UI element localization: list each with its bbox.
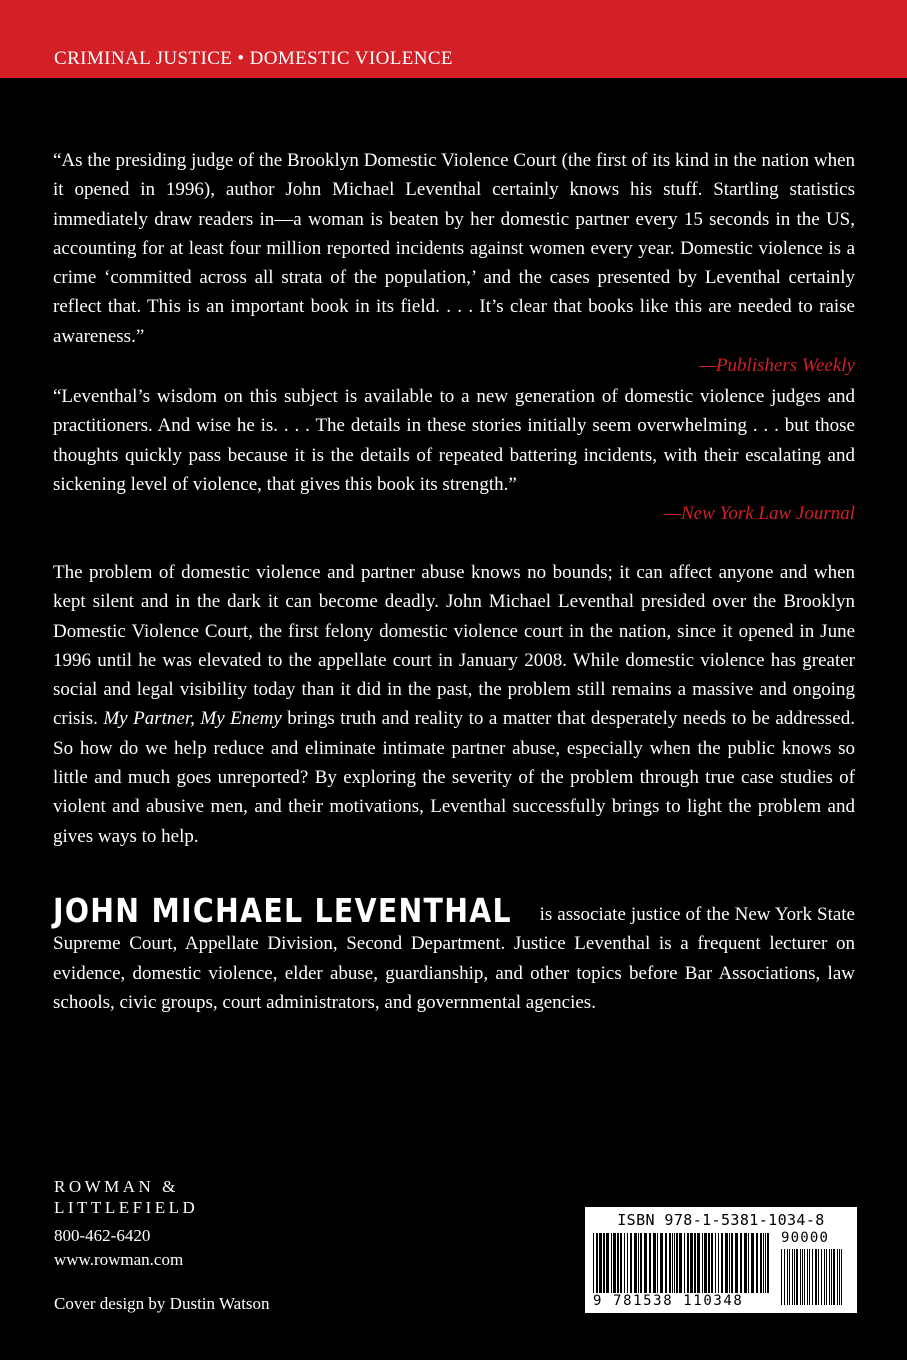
cover-credit: Cover design by Dustin Watson xyxy=(54,1294,270,1313)
barcode-bar xyxy=(760,1233,762,1293)
category-label: CRIMINAL JUSTICE • DOMESTIC VIOLENCE xyxy=(54,48,453,69)
barcode-bar xyxy=(653,1233,656,1293)
price-code: 90000 xyxy=(781,1230,830,1246)
barcode-bar xyxy=(690,1233,693,1293)
barcode-bar xyxy=(833,1249,835,1305)
barcode-bar xyxy=(679,1233,682,1293)
barcode-bar xyxy=(809,1249,810,1305)
barcode-bar xyxy=(640,1233,642,1293)
ean-barcode-bars xyxy=(591,1233,773,1295)
barcode-bar xyxy=(807,1249,808,1305)
barcode-bar xyxy=(599,1233,602,1293)
barcode-bar xyxy=(839,1249,840,1305)
barcode-bar xyxy=(711,1233,713,1293)
barcode-bar xyxy=(694,1233,696,1293)
barcode-bar xyxy=(796,1249,798,1305)
barcode-bar xyxy=(787,1249,788,1305)
barcode-bar xyxy=(704,1233,707,1293)
book-description xyxy=(53,558,855,851)
barcode-bar xyxy=(687,1233,689,1293)
quote-text: “Leventhal’s wisdom on this subject is available to a new generation of domestic violence judges and practitioners. And wise he is. . . . The details in these stories initially seem overwhelming . . . but those thoughts quickly pass because it is the details of repeated battering incidents, with their escalating and sickening level of violence, that gives this book its strength.” xyxy=(53,386,855,495)
barcode-bar xyxy=(624,1233,625,1293)
review-quote-ny-law-journal xyxy=(53,382,855,528)
barcode-bar xyxy=(718,1233,719,1293)
barcode-bar xyxy=(611,1233,612,1293)
ean-digits: 9 781538 110348 xyxy=(593,1293,744,1309)
publisher-line-1: ROWMAN & xyxy=(54,1177,179,1196)
barcode-bar xyxy=(815,1249,817,1305)
barcode-bar xyxy=(676,1233,678,1293)
barcode-bar xyxy=(756,1233,758,1293)
quote-text: “As the presiding judge of the Brooklyn Domestic Violence Court (the first of its kind in the nation when it opened in 1996), author John Michael Leventhal certainly knows his stuff. Startling statistics immediately draw readers in—a woman is beaten by her domestic partner every 15 seconds in the US, accounting for at least four million reported incidents against women every year. Domestic violence is a crime ‘committed across all strata of the population,’ and the cases presented by Leventhal certainly reflect that. This is an important book in its field. . . . It’s clear that books like this are needed to raise awareness.” xyxy=(53,150,855,347)
book-title: My Partner, My Enemy xyxy=(103,708,282,730)
quote-attribution: —Publishers Weekly xyxy=(698,355,855,377)
barcode-bar xyxy=(697,1233,700,1293)
author-name: JOHN MICHAEL LEVENTHAL xyxy=(53,891,512,930)
barcode-bar xyxy=(818,1249,819,1305)
barcode-bar xyxy=(729,1233,730,1293)
barcode-bar xyxy=(744,1233,747,1293)
barcode-bar xyxy=(763,1233,764,1293)
barcode-bar xyxy=(802,1249,803,1305)
barcode-bar xyxy=(841,1249,842,1305)
barcode-bar xyxy=(829,1249,830,1305)
quote-attribution: —New York Law Journal xyxy=(664,503,855,525)
barcode-bar xyxy=(800,1249,801,1305)
barcode-bar xyxy=(593,1233,594,1293)
author-bio xyxy=(53,891,855,1017)
barcode-bar xyxy=(634,1233,637,1293)
barcode-bar xyxy=(725,1233,728,1293)
barcode-bar xyxy=(613,1233,616,1293)
barcode-bar xyxy=(672,1233,673,1293)
barcode-bar xyxy=(794,1249,795,1305)
barcode-bar xyxy=(831,1249,832,1305)
barcode-bar xyxy=(735,1233,738,1293)
review-quote-publishers-weekly xyxy=(53,146,855,380)
barcode-bar xyxy=(665,1233,667,1293)
barcode-bar xyxy=(792,1249,793,1305)
barcode-bar xyxy=(660,1233,663,1293)
barcode-bar xyxy=(804,1249,805,1305)
barcode-bar xyxy=(702,1233,703,1293)
publisher-logo xyxy=(54,1176,198,1218)
isbn-barcode xyxy=(585,1207,857,1313)
isbn-text: ISBN 978-1-5381-1034-8 xyxy=(617,1211,825,1229)
barcode-bar xyxy=(674,1233,675,1293)
barcode-bar xyxy=(812,1249,813,1305)
barcode-bar xyxy=(751,1233,754,1293)
barcode-bar xyxy=(784,1249,785,1305)
barcode-bar xyxy=(708,1233,710,1293)
publisher-phone: 800-462-6420 xyxy=(54,1226,151,1245)
publisher-line-2: LITTLEFIELD xyxy=(54,1198,199,1217)
barcode-bar xyxy=(781,1249,782,1305)
barcode-bar xyxy=(821,1249,822,1305)
barcode-bar xyxy=(657,1233,658,1293)
barcode-bar xyxy=(789,1249,790,1305)
barcode-bar xyxy=(837,1249,838,1305)
barcode-bar xyxy=(715,1233,716,1293)
barcode-bar xyxy=(765,1233,766,1293)
barcode-bar xyxy=(684,1233,685,1293)
description-text-2: brings truth and reality to a matter that desperately needs to be addressed. So how do we help reduce and eliminate intimate partner abuse, especially when the public knows so little and much goes unreported? By exploring the severity of the problem through true case studies of violent and abusive men, and their motivations, Leventhal successfully brings to light the problem and gives ways to help. xyxy=(53,708,855,847)
barcode-bar xyxy=(596,1233,598,1293)
barcode-bar xyxy=(740,1233,742,1293)
barcode-bar xyxy=(767,1233,769,1293)
barcode-bar xyxy=(644,1233,647,1293)
barcode-bar xyxy=(731,1233,733,1293)
barcode-bar xyxy=(721,1233,723,1293)
author-bio-text: is associate justice of the New York State Supreme Court, Appellate Division, Second Department. Justice Leventhal is a frequent lecturer on evidence, domestic violence, elder abuse, guardianship, and other topics before Bar Associations, law schools, civic groups, court administrators, and governmental agencies. xyxy=(53,904,855,1013)
barcode-bar xyxy=(603,1233,605,1293)
barcode-bar xyxy=(630,1233,632,1293)
barcode-bar xyxy=(826,1249,827,1305)
barcode-bar xyxy=(617,1233,619,1293)
barcode-bar xyxy=(638,1233,639,1293)
description-text-1: The problem of domestic violence and partner abuse knows no bounds; it can affect anyone and when kept silent and in the dark it can become deadly. John Michael Leventhal presided over the Brooklyn Domestic Violence Court, the first felony domestic violence court in the nation, since it opened in June 1996 until he was elevated to the appellate court in January 2008. While domestic violence has greater social and legal visibility today than it did in the past, the problem still remains a massive and ongoing crisis. xyxy=(53,562,855,730)
barcode-bar xyxy=(627,1233,628,1293)
price-barcode-bars xyxy=(779,1249,845,1307)
barcode-bar xyxy=(669,1233,671,1293)
barcode-bar xyxy=(748,1233,749,1293)
barcode-bar xyxy=(824,1249,825,1305)
barcode-bar xyxy=(620,1233,622,1293)
barcode-bar xyxy=(606,1233,609,1293)
barcode-bar xyxy=(649,1233,651,1293)
publisher-url: www.rowman.com xyxy=(54,1250,184,1269)
